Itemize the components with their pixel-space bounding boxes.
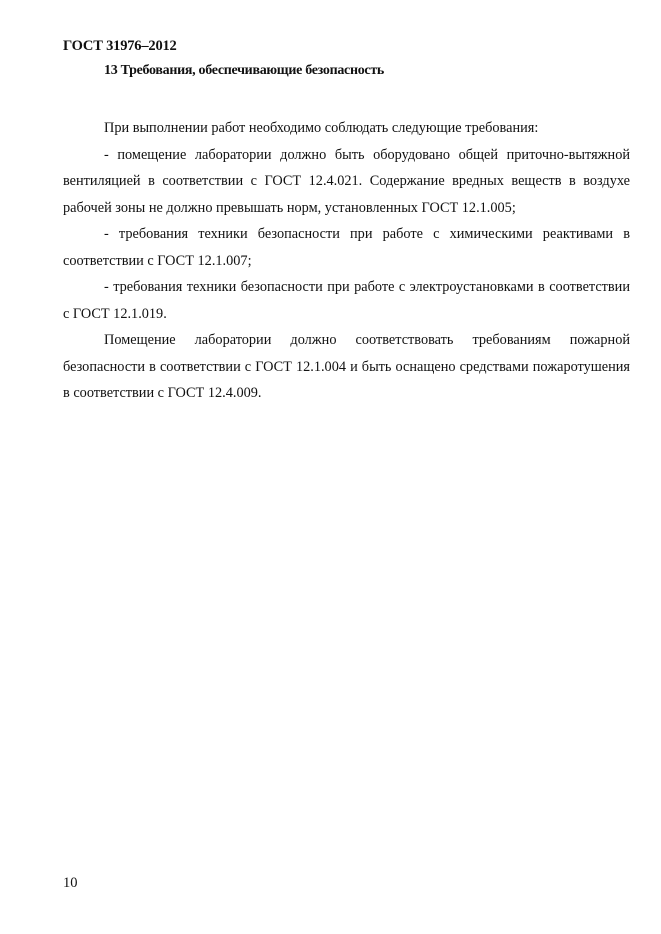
page-number: 10 bbox=[63, 875, 78, 891]
paragraph-chemical-safety: - требования техники безопасности при работе с химическими реактивами в соответствии с ГОСТ 12.1.007; bbox=[63, 226, 630, 269]
paragraph-intro: При выполнении работ необходимо соблюдать следующие требования: bbox=[104, 120, 539, 136]
paragraph-fire-safety: Помещение лаборатории должно соответствовать требованиям пожарной безопасности в соответствии с ГОСТ 12.1.004 и быть оснащено средствами пожаротушения в соответствии с ГОСТ 12.4.009. bbox=[63, 332, 630, 401]
paragraph-electrical-safety: - требования техники безопасности при работе с электроустановками в соответствии с ГОСТ 12.1.019. bbox=[63, 279, 630, 322]
paragraph-ventilation: - помещение лаборатории должно быть оборудовано общей приточно-вытяжной вентиляцией в соответствии с ГОСТ 12.4.021. Содержание вредных веществ в воздухе рабочей зоны не должно превышать норм, установленных ГОСТ 12.1.005; bbox=[63, 146, 630, 216]
standard-code: ГОСТ 31976–2012 bbox=[63, 38, 177, 54]
section-body bbox=[63, 115, 630, 407]
section-title: 13 Требования, обеспечивающие безопасность bbox=[104, 63, 385, 78]
